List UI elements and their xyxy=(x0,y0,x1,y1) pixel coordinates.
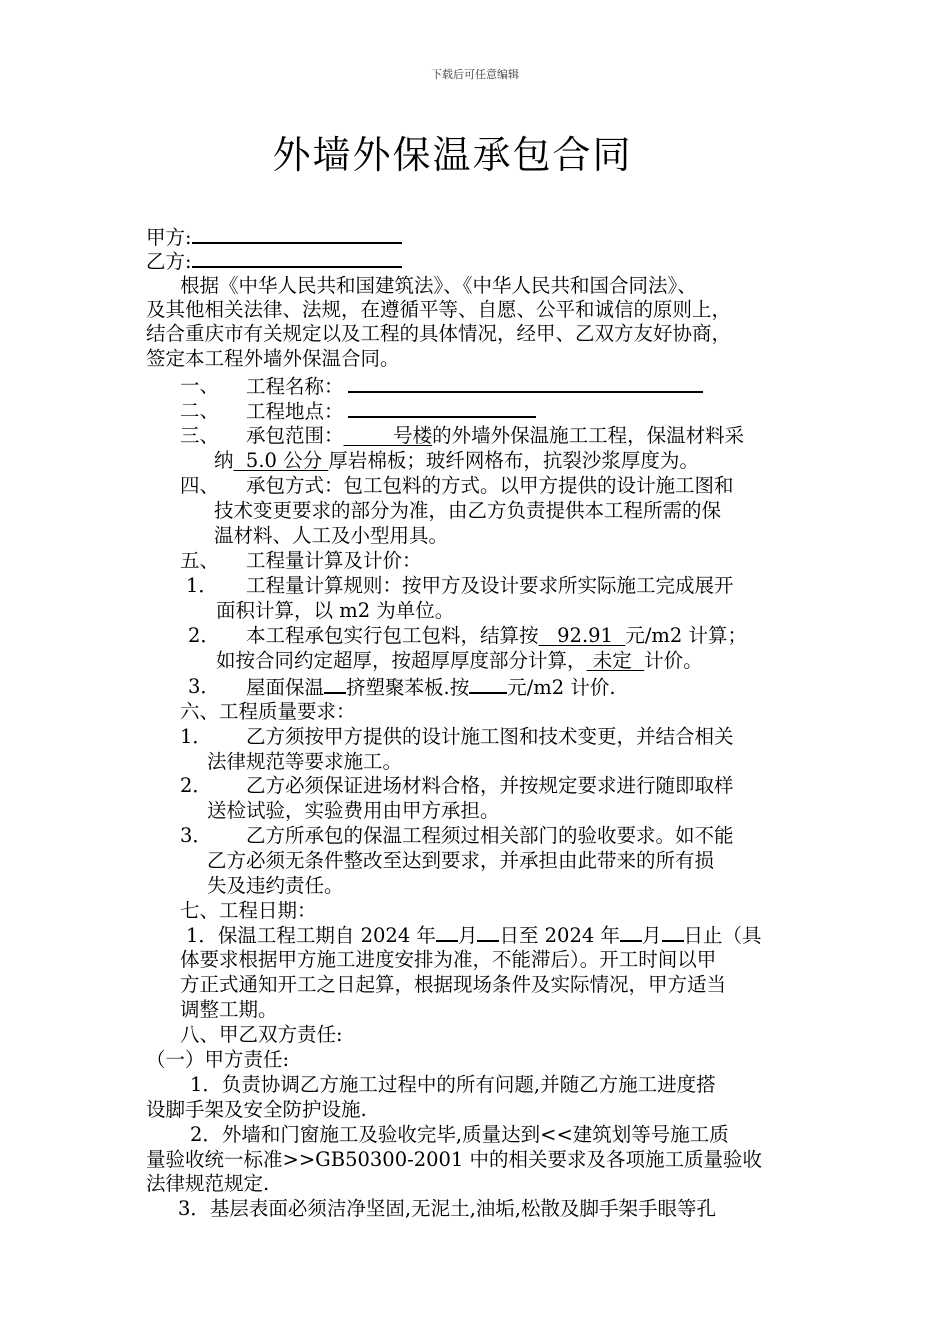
section-6-item-2-num: 2． xyxy=(180,774,212,797)
section-8-item-2-line-2: 量验收统一标准>>GB50300-2001 中的相关要求及各项施工质量验收 xyxy=(146,1148,763,1171)
section-5-item-2-line-1: 本工程承包实行包工包料，结算按 92.91 元/m2 计算； xyxy=(246,624,748,647)
intro-line-1: 根据《中华人民共和国建筑法》、《中华人民共和国合同法》、 xyxy=(180,274,697,297)
section-6-item-3-line-1: 乙方所承包的保温工程须过相关部门的验收要求。如不能 xyxy=(246,824,734,847)
section-1: 工程名称： xyxy=(246,374,703,399)
section-4-line-3: 温材料、人工及小型用具。 xyxy=(214,524,449,547)
section-5-item-1-line-1: 工程量计算规则：按甲方及设计要求所实际施工完成展开 xyxy=(246,574,734,597)
unit-price: 92.91 xyxy=(557,624,613,647)
start-month-blank xyxy=(436,923,458,942)
section-8-item-2-line-3: 法律规范规定. xyxy=(146,1172,270,1195)
section-8-item-1-line-2: 设脚手架及安全防护设施. xyxy=(146,1098,367,1121)
insulation-thickness: 5.0 公分 xyxy=(245,449,323,472)
section-5-num: 五、 xyxy=(180,549,220,572)
section-5-item-2-num: 2． xyxy=(188,624,220,647)
party-b-blank xyxy=(192,249,402,268)
project-name-blank xyxy=(348,374,703,393)
section-5-item-1-line-2: 面积计算，以 m2 为单位。 xyxy=(216,599,455,622)
party-b-line: 乙方: xyxy=(146,249,402,274)
section-7-line-1: 1．保温工程工期自 2024 年 月 日至 2024 年 月 日止（具 xyxy=(186,924,762,947)
section-3-line-2: 纳 5.0 公分 厚岩棉板；玻纤网格布，抗裂沙浆厚度为。 xyxy=(214,449,699,472)
section-5-item-1-num: 1． xyxy=(186,574,218,597)
section-4-line-1: 承包方式：包工包料的方式。以甲方提供的设计施工图和 xyxy=(246,474,734,497)
section-5-item-2-line-2: 如按合同约定超厚，按超厚厚度部分计算， 未定 计价。 xyxy=(216,649,703,672)
section-5-item-3-num: 3． xyxy=(188,675,220,698)
intro-line-2: 及其他相关法律、法规，在遵循平等、自愿、公平和诚信的原则上， xyxy=(146,298,732,321)
section-2: 工程地点： xyxy=(246,399,536,424)
section-6-item-1-num: 1． xyxy=(180,725,212,748)
section-1-num: 一、 xyxy=(180,374,220,397)
section-5-label: 工程量计算及计价： xyxy=(246,549,422,572)
section-6-item-1-line-1: 乙方须按甲方提供的设计施工图和技术变更，并结合相关 xyxy=(246,725,734,748)
section-2-num: 二、 xyxy=(180,399,220,422)
end-day-blank xyxy=(662,923,684,942)
section-8-heading: 八、甲乙双方责任: xyxy=(180,1023,343,1046)
section-6-item-3-line-3: 失及违约责任。 xyxy=(207,874,344,897)
section-7-line-2: 体要求根据甲方施工进度安排为准，不能滞后）。开工时间以甲 xyxy=(180,948,717,971)
section-6-item-2-line-1: 乙方必须保证进场材料合格，并按规定要求进行随即取样 xyxy=(246,774,734,797)
party-a-line: 甲方: xyxy=(146,225,402,250)
intro-line-4: 签定本工程外墙外保温合同。 xyxy=(146,347,400,370)
section-3-line-1: 承包范围： 号楼的外墙外保温施工工程，保温材料采 xyxy=(246,424,745,447)
building-number: 号楼 xyxy=(393,424,433,447)
section-7-line-3: 方正式通知开工之日起算，根据现场条件及实际情况，甲方适当 xyxy=(180,973,727,996)
page-header: 下载后可任意编辑 xyxy=(431,68,519,81)
start-day-blank xyxy=(477,923,499,942)
section-5-item-3: 屋面保温 挤塑聚苯板.按 元/m2 计价. xyxy=(246,676,616,699)
intro-line-3: 结合重庆市有关规定以及工程的具体情况，经甲、乙双方友好协商， xyxy=(146,322,732,345)
project-site-blank xyxy=(348,399,536,418)
section-6-item-3-num: 3． xyxy=(180,824,212,847)
page-title: 外墙外保温承包合同 xyxy=(272,133,633,177)
section-3-num: 三、 xyxy=(180,424,220,447)
section-8-item-1-line-1: 1．负责协调乙方施工过程中的所有问题,并随乙方施工进度搭 xyxy=(190,1073,716,1096)
party-a-blank xyxy=(192,225,402,244)
section-7-heading: 七、工程日期： xyxy=(180,899,317,922)
section-8-item-3-line-1: 3．基层表面必须洁净坚固,无泥土,油垢,松散及脚手架手眼等孔 xyxy=(178,1197,717,1220)
section-8-sub-a: （一）甲方责任: xyxy=(146,1048,290,1071)
section-6-item-2-line-2: 送检试验，实验费用由甲方承担。 xyxy=(207,799,500,822)
section-4-num: 四、 xyxy=(180,474,220,497)
section-6-item-1-line-2: 法律规范等要求施工。 xyxy=(207,750,403,773)
excess-price-tbd: 未定 xyxy=(592,649,632,672)
section-4-line-2: 技术变更要求的部分为准，由乙方负责提供本工程所需的保 xyxy=(214,499,722,522)
end-month-blank xyxy=(620,923,642,942)
section-8-item-2-line-1: 2．外墙和门窗施工及验收完毕,质量达到<<建筑划等号施工质 xyxy=(190,1123,729,1146)
roof-price-blank xyxy=(469,675,507,694)
section-7-line-4: 调整工期。 xyxy=(180,998,278,1021)
section-6-heading: 六、工程质量要求： xyxy=(180,700,356,723)
section-6-item-3-line-2: 乙方必须无条件整改至达到要求，并承担由此带来的所有损 xyxy=(207,849,715,872)
roof-blank xyxy=(324,675,346,694)
